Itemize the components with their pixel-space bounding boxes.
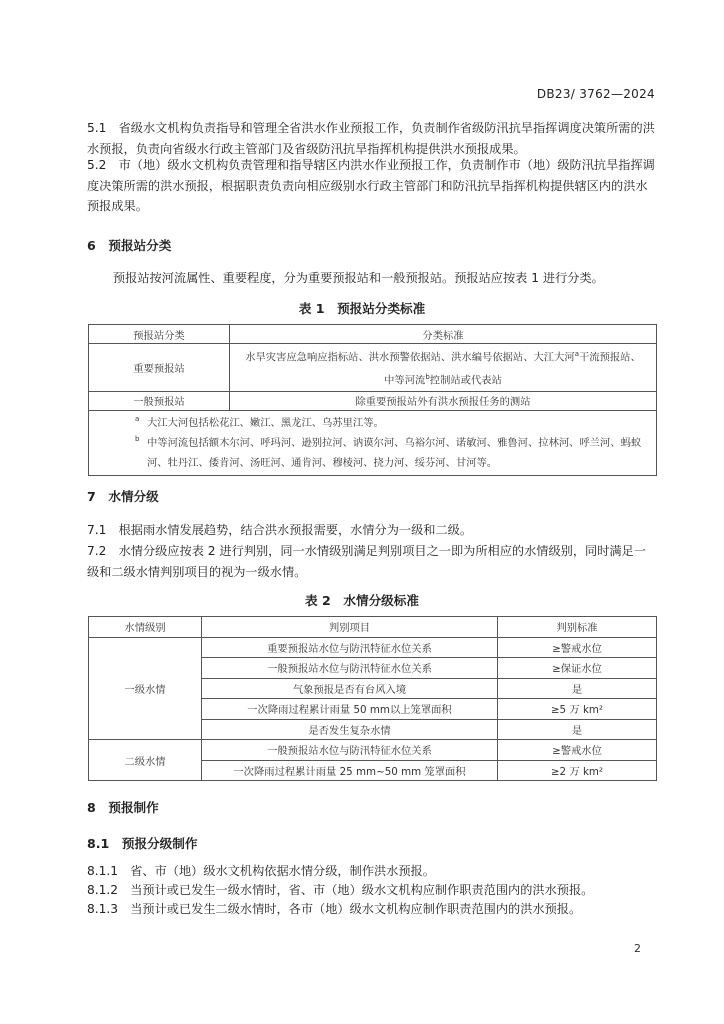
table-1-header: 预报站分类 [89,325,230,344]
table-2-cell: 是 [498,678,657,699]
table-2-header: 水情级别 [89,617,202,638]
section-8-1-heading: 8.1 预报分级制作 [87,836,198,851]
table-2-cell: ≥2 万 km² [498,760,657,781]
table-2-cell: 重要预报站水位与防汛特征水位关系 [202,637,498,658]
table-1-cell: 一般预报站 [89,391,230,410]
clause-5-2: 5.2 市（地）级水文机构负责管理和指导辖区内洪水作业预报工作，负责制作市（地）级防汛抗旱指挥调度决策所需的洪水预报，根据职责负责向相应级别水行政主管部门和防汛抗旱指挥机构提供辖区内的洪水预报成果。 [87,158,655,213]
section-6-heading: 6 预报站分类 [87,238,172,253]
clause-8-1-3: 8.1.3 当预计或已发生二级水情时，各市（地）级水文机构应制作职责范围内的洪水预报。 [87,902,582,916]
table-2-header: 判别项目 [202,617,498,638]
table-2-cell: 是否发生复杂水情 [202,719,498,740]
table-1-caption: 表 1 预报站分类标准 [298,301,426,316]
table-1-cell: 重要预报站 [89,344,230,392]
clause-7-1: 7.1 根据雨水情发展趋势，结合洪水预报需要，水情分为一级和二级。 [87,523,473,537]
table-2-cell: 一次降雨过程累计雨量 50 mm以上笼罩面积 [202,699,498,720]
footnote-a: a 大江大河包括松花江、嫩江、黑龙江、乌苏里江等。 [135,414,384,429]
table-1-cell: 除重要预报站外有洪水预报任务的测站 [230,391,657,410]
table-2-cell: 一般预报站水位与防汛特征水位关系 [202,658,498,679]
table-2-caption: 表 2 水情分级标准 [305,593,419,608]
table-2-cell: ≥警戒水位 [498,740,657,761]
table-2-cell: ≥保证水位 [498,658,657,679]
clause-7-2: 7.2 水情分级应按表 2 进行判别，同一水情级别满足判别项目之一即为所相应的水情级别，同时满足一级和二级水情判别项目的视为一级水情。 [87,544,646,579]
table-2-cell: 是 [498,719,657,740]
section-6-text: 预报站按河流属性、重要程度，分为重要预报站和一般预报站。预报站应按表 1 进行分类。 [113,271,604,285]
footnote-b: b 中等河流包括额木尔河、呼玛河、逊别拉河、讷谟尔河、乌裕尔河、诺敏河、雅鲁河、拉林河、呼兰河、蚂蚁河、牡丹江、倭肯河、汤旺河、通肯河、穆棱河、挠力河、绥芬河、甘河等。 [135,434,642,469]
table-2-cell: ≥5 万 km² [498,699,657,720]
clause-8-1-1: 8.1.1 省、市（地）级水文机构依据水情分级，制作洪水预报。 [87,864,435,878]
standard-code: DB23/ 3762—2024 [536,87,655,101]
page-number: 2 [634,942,641,955]
level-1-cell: 一级水情 [89,637,202,740]
clause-8-1-2: 8.1.2 当预计或已发生一级水情时，省、市（地）级水文机构应制作职责范围内的洪水预报。 [87,883,594,897]
table-2-cell: 一次降雨过程累计雨量 25 mm~50 mm 笼罩面积 [202,760,498,781]
table-2 [88,616,657,781]
level-2-cell: 二级水情 [89,740,202,781]
table-1-cell: 水旱灾害应急响应指标站、洪水预警依据站、洪水编号依据站、大江大河$^a$干流预报站、 中等河流$^b$控制站或代表站 [230,344,657,392]
table-1-header: 分类标准 [230,325,657,344]
table-1 [88,324,657,476]
table-1-footnotes [89,410,657,475]
table-2-cell: 气象预报是否有台风入境 [202,678,498,699]
table-2-header: 判别标准 [498,617,657,638]
table-2-cell: 一般预报站水位与防汛特征水位关系 [202,740,498,761]
table-2-cell: ≥警戒水位 [498,637,657,658]
section-8-heading: 8 预报制作 [87,800,159,815]
section-7-heading: 7 水情分级 [87,489,159,504]
clause-5-1: 5.1 省级水文机构负责指导和管理全省洪水作业预报工作，负责制作省级防汛抗旱指挥调度决策所需的洪水预报，负责向省级水行政主管部门及省级防汛抗旱指挥机构提供洪水预报成果。 [87,121,655,156]
